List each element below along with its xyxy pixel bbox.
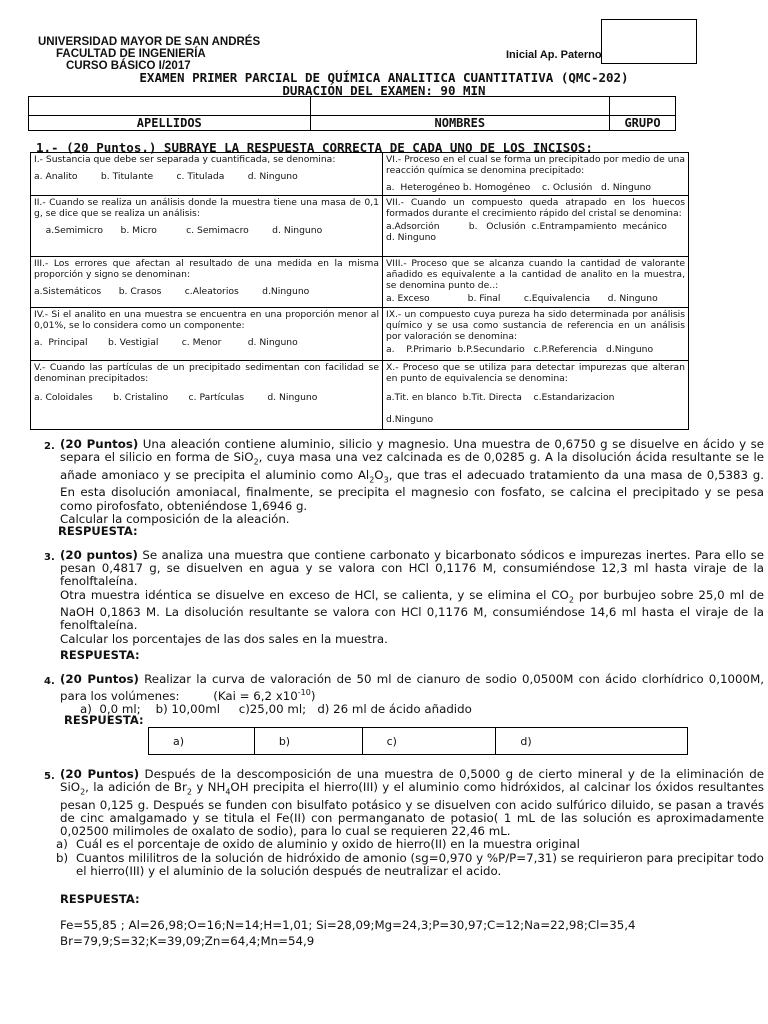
- q4-text: [60, 673, 764, 703]
- mcq-item-options[interactable]: a.Adsorción b. Oclusión c.Entrampamiento mecánico d. Ninguno: [386, 221, 667, 243]
- mcq-item-3: [31, 257, 383, 308]
- exam-duration: DURACIÓN DEL EXAMEN: 90 MIN: [282, 83, 486, 98]
- mcq-item-text: VIII.- Proceso que se alcanza cuando la cantidad de valorante añadido es equivalente a la cantidad de analito en la muestra, se denomina punto de..:: [386, 258, 685, 291]
- q4-volumes: a) 0,0 ml; b) 10,00ml c)25,00 ml; d) 26 ml de ácido añadido: [80, 702, 472, 717]
- q4-answer-cell-a[interactable]: a): [149, 728, 255, 755]
- atomic-masses-line-1: Fe=55,85 ; Al=26,98;O=16;N=14;H=1,01; Si=28,09;Mg=24,3;P=30,97;C=12;Na=22,98;Cl=35,4: [60, 918, 636, 932]
- q3-text-1: [60, 549, 764, 589]
- q4-points: (20 Puntos): [60, 672, 139, 686]
- q2-response-label: RESPUESTA:: [58, 524, 138, 538]
- mcq-item-6: [383, 153, 689, 196]
- q3-response-label: RESPUESTA:: [60, 648, 140, 662]
- mcq-item-7: [383, 196, 689, 257]
- q5-sub-a-text: Cuál es el porcentaje de oxido de aluminio y oxido de hierro(II) en la muestra original: [76, 837, 580, 852]
- mcq-item-options[interactable]: a.Sistemáticos b. Crasos c.Aleatorios d.Ninguno: [34, 286, 310, 297]
- q2-instruction: Calcular la composición de la aleación.: [60, 511, 290, 526]
- mcq-item-text: IX.- un compuesto cuya pureza ha sido determinada por análisis químico y se usa como sustancia de referencia en un análisis por valoración se denomina:: [386, 309, 685, 342]
- mcq-item-text: X.- Proceso que se utiliza para detectar impurezas que alteran en punto de equivalencia se denomina:: [386, 362, 685, 384]
- q5-sub-b: b) Cuantos mililitros de la solución de hidróxido de amonio (sg=0,970 y %P/P=7,31) se requirieron para precipitar todo el hierro(III) y el aluminio de la solución después de neutralizar el acido.: [56, 850, 764, 878]
- q4-block: [60, 673, 764, 717]
- atomic-masses: [60, 917, 764, 949]
- q4-ka: (Kai = 6,2 x10: [213, 689, 298, 704]
- q2-text-c: , que tras el adecuado tratamiento da una masa de 0,5383 g. En esta disolución amoniacal, finalmente, se precipita el magnesio con fosfato, se calcina el precipitado y se pesa como pirofosfato, obteniéndose 1,6946 g.: [60, 467, 764, 513]
- q1-heading: 1.- (20 Puntos.) SUBRAYE LA RESPUESTA CORRECTA DE CADA UNO DE LOS INCISOS:: [36, 140, 593, 155]
- mcq-item-text: IV.- Si el analito en una muestra se encuentra en una proporción menor al 0,01%, se lo considera como un componente:: [34, 309, 379, 331]
- nombres-label: NOMBRES: [310, 116, 609, 131]
- student-name-table: [28, 96, 676, 131]
- q3-text-a: Se analiza una muestra que contiene carbonato y bicarbonato sódicos e impurezas inertes. Para ello se pesan 0,4817 g, se disuelven en agua y se valora con HCl 0,1176 M, consumiéndose 12,3 ml hasta viraje de la fenolftaleína.: [60, 548, 764, 589]
- mcq-item-text: V.- Cuando las partículas de un precipitado sedimentan con facilidad se denominan precipitados:: [34, 362, 379, 384]
- mcq-item-10: [383, 361, 689, 430]
- mcq-item-options[interactable]: a. Principal b. Vestigial c. Menor d. Ninguno: [34, 337, 298, 348]
- q2-block: [60, 438, 764, 526]
- q5-points: (20 Puntos): [60, 767, 140, 781]
- mcq-item-options[interactable]: a. Coloidales b. Cristalino c. Partículas d. Ninguno: [34, 392, 318, 403]
- q3-block: [60, 549, 764, 646]
- q5-sub-b-text: Cuantos mililitros de la solución de hidróxido de amonio (sg=0,970 y %P/P=7,31) se requirieron para precipitar todo el hierro(III) y el aluminio de la solución después de neutralizar el acido.: [76, 850, 764, 878]
- mcq-item-options[interactable]: a.Tit. en blanco b.Tit. Directa c.Estandarizacion d.Ninguno: [386, 392, 615, 425]
- mcq-item-text: I.- Sustancia que debe ser separada y cuantificada, se denomina:: [34, 154, 336, 165]
- initial-label: Inicial Ap. Paterno: [506, 49, 602, 61]
- q4-number: 4.: [44, 676, 55, 687]
- mcq-item-options[interactable]: a.Semimicro b. Micro c. Semimacro d. Ninguno: [34, 225, 323, 236]
- q4-text-a: Realizar la curva de valoración de 50 ml de cianuro de sodio 0,0500M con ácido clorhídrico 0,1000M, para los volúmenes:: [60, 672, 764, 704]
- q5-response-label: RESPUESTA:: [60, 892, 140, 906]
- exam-title: EXAMEN PRIMER PARCIAL DE QUÍMICA ANALITICA CUANTITATIVA (QMC-202): [139, 70, 629, 85]
- mcq-item-2: [31, 196, 383, 257]
- mcq-item-9: [383, 308, 689, 361]
- q5-text-c: y NH: [191, 780, 226, 795]
- q2-text-b: , cuya masa una vez calcinada es de 0,0285 g. A la disolución ácida resultante se le añade amoniaco y se precipita el aluminio como Al: [60, 450, 764, 482]
- mcq-item-text: VII.- Cuando un compuesto queda atrapado en los huecos formados durante el crecimiento rápido del cristal se denomina:: [386, 197, 685, 219]
- q2-text: (20 Puntos) Una aleación contiene aluminio, silicio y magnesio. Una muestra de 0,6750 g se disuelve en ácido y se separa el silicio en forma de SiO$_2$, cuya masa una vez calcinada es de 0,0285 g. A la disolución ácida resultante se le añade amoniaco y se precipita el aluminio como $Al_2O_3$, que tras el adecuado tratamiento da una masa de 0,5383 g. En esta disolución amoniacal, finalmente, se precipita el magnesio con fosfato, se calcina el precipitado y se pesa como pirofosfato, obteniéndose 1,6946 g.: [60, 437, 764, 513]
- grupo-field[interactable]: [610, 97, 676, 116]
- atomic-masses-line-2: Br=79,9;S=32;K=39,09;Zn=64,4;Mn=54,9: [60, 934, 315, 948]
- q5-sub-a: a) Cuál es el porcentaje de oxido de aluminio y oxido de hierro(II) en la muestra original: [56, 837, 580, 852]
- q5-text: (20 Puntos) Después de la descomposición de una muestra de 0,5000 g de cierto mineral y de la eliminación de SiO$_2$, la adición de $Br_2$ y $NH_4OH$ precipita el hierro(III) y el aluminio como hidróxidos, al calcinar los óxidos resultantes pesan 0,125 g. Después se funden con bisulfato potásico y se disuelven con acido sulfúrico diluido, se pasan a través de cinc amalgamado y se titula el Fe(II) con permanganato de potasio( 1 mL de las solución es aproximadamente 0,02500 milimoles de oxalato de sodio), para lo cual se requieren 22,46 mL.: [60, 767, 765, 839]
- mcq-item-options[interactable]: a. Analito b. Titulante c. Titulada d. Ninguno: [34, 171, 298, 182]
- multiple-choice-table: [30, 152, 689, 430]
- mcq-item-text: III.- Los errores que afectan al resultado de una medida en la misma proporción y signo se denominan:: [34, 258, 379, 280]
- initial-box[interactable]: [601, 19, 697, 64]
- university-name: UNIVERSIDAD MAYOR DE SAN ANDRÉS: [38, 36, 261, 48]
- mcq-item-text: II.- Cuando se realiza un análisis donde la muestra tiene una masa de 0,1 g, se dice que se realiza un análisis:: [34, 197, 379, 219]
- q3-text-b: Otra muestra idéntica se disuelve en exceso de HCl, se calienta, y se elimina el CO: [60, 587, 569, 602]
- mcq-item-options[interactable]: a. Exceso b. Final c.Equivalencia d. Ninguno: [386, 293, 658, 304]
- q5-number: 5.: [44, 771, 55, 782]
- mcq-item-options[interactable]: a. Heterogéneo b. Homogéneo c. Oclusión d. Ninguno: [386, 182, 652, 193]
- mcq-item-4: [31, 308, 383, 361]
- q5-text-b: , la adición de Br: [85, 780, 187, 795]
- q3-text-c: por burbujeo sobre 25,0 ml de NaOH 0,1863 M. La disolución resultante se valora con HCl 0,1176 M, consumiéndose 14,6 ml hasta el viraje de la fenolftaleína.: [60, 587, 765, 633]
- q3-number: 3.: [44, 552, 55, 563]
- q4-ka-exponent: -10: [297, 688, 311, 698]
- q3-points: (20 puntos): [60, 548, 138, 562]
- q5-text-d: OH precipita el hierro(III) y el aluminio como hidróxidos, al calcinar los óxidos resultantes pesan 0,125 g. Después se funden con bisulfato potásico y se disuelven con acido sulfúrico diluido, se pasan a través de cinc amalgamado y se titula el Fe(II) con permanganato de potasio( 1 mL de las solución es aproximadamente 0,02500 milimoles de oxalato de sodio), para lo cual se requieren 22,46 mL.: [60, 780, 764, 839]
- q4-answer-cell-c[interactable]: c): [362, 728, 496, 755]
- mcq-item-options[interactable]: a. P.Primario b.P.Secundario c.P.Referencia d.Ninguno: [386, 344, 654, 355]
- faculty-name: FACULTAD DE INGENIERÍA: [56, 48, 206, 60]
- mcq-item-8: [383, 257, 689, 308]
- q5-block: [56, 767, 765, 878]
- q2-points: (20 Puntos): [60, 437, 139, 451]
- q2-number: 2.: [44, 441, 55, 452]
- course-name: CURSO BÁSICO I/2017: [66, 60, 191, 72]
- q5-text-a: Después de la descomposición de una muestra de 0,5000 g de cierto mineral y de la eliminación de SiO: [60, 767, 765, 795]
- mcq-item-1: [31, 153, 383, 196]
- mcq-item-5: [31, 361, 383, 430]
- q2-text-a: Una aleación contiene aluminio, silicio y magnesio. Una muestra de 0,6750 g se disuelve en ácido y se separa el silicio en forma de SiO: [60, 437, 764, 465]
- nombres-field[interactable]: [310, 97, 609, 116]
- mcq-item-text: VI.- Proceso en el cual se forma un precipitado por medio de una reacción química se denomina precipitado:: [386, 154, 685, 176]
- q4-answer-table: [148, 727, 688, 755]
- q3-text-2: Otra muestra idéntica se disuelve en exceso de HCl, se calienta, y se elimina el $CO_2$ por burbujeo sobre 25,0 ml de NaOH 0,1863 M. La disolución resultante se valora con HCl 0,1176 M, consumiéndose 14,6 ml hasta el viraje de la fenolftaleína.: [60, 587, 765, 633]
- q4-ka-close: ): [310, 689, 316, 704]
- apellidos-field[interactable]: [29, 97, 311, 116]
- q4-answer-cell-b[interactable]: b): [254, 728, 362, 755]
- q4-response-label: RESPUESTA:: [64, 713, 144, 727]
- grupo-label: GRUPO: [610, 116, 676, 131]
- apellidos-label: APELLIDOS: [29, 116, 311, 131]
- q3-instruction: Calcular los porcentajes de las dos sales en la muestra.: [60, 631, 388, 646]
- q4-answer-cell-d[interactable]: d): [496, 728, 688, 755]
